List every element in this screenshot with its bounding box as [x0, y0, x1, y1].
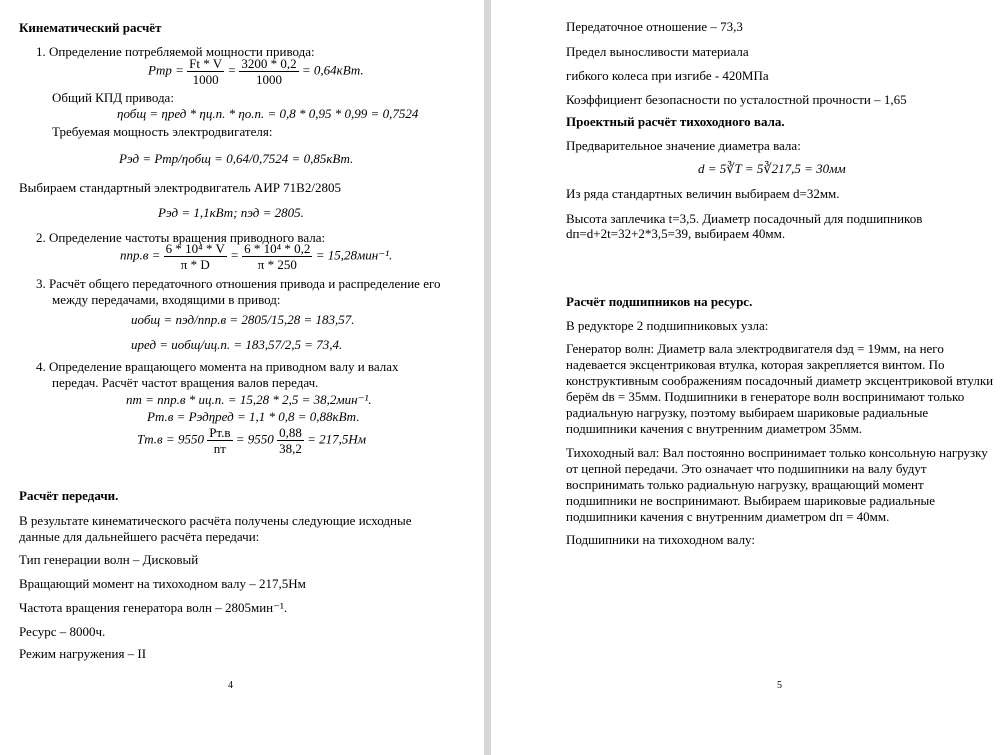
- item-3-title-cont: между передачами, входящими в привод:: [52, 292, 281, 307]
- generator-para-line: радиальную нагрузку, поэтому выбираем шариковые радиальные: [566, 405, 929, 420]
- item-1-title: 1. Определение потребляемой мощности привода:: [36, 44, 315, 59]
- endurance-line-1: Предел выносливости материала: [566, 44, 749, 59]
- formula-reducer-ratio: uред = uобщ/uц.п. = 183,57/2,5 = 73,4.: [131, 337, 343, 352]
- shoulder-line-1: Высота заплечика t=3,5. Диаметр посадочный для подшипников: [566, 211, 923, 226]
- formula-required-power: Pтр = $\frac{Ft * V}{1000}$ = $\frac{3200 * 0,2}{1000}$ = 0,64кВт.: [148, 56, 364, 87]
- document-page-4: [0, 0, 484, 755]
- page-number: 4: [228, 680, 233, 691]
- heading-transmission-calc: Расчёт передачи.: [19, 488, 119, 503]
- generator-para-line: Генератор волн: Диаметр вала электродвигателя dэд = 19мм, на него: [566, 341, 944, 356]
- formula-kpd: ηобщ = ηред * ηц.п. * ηо.п. = 0,8 * 0,95 * 0,99 = 0,7524: [117, 106, 419, 121]
- page-number: 5: [777, 680, 782, 691]
- standard-choice: Из ряда стандартных величин выбираем d=32мм.: [566, 186, 840, 201]
- formula-output-power: Pт.в = Pэдηред = 1,1 * 0,8 = 0,88кВт.: [147, 409, 360, 424]
- generator-para-line: конструктивным соображениям посадочный диаметр эксцентриковой втулки: [566, 373, 994, 388]
- param-frequency: Частота вращения генератора волн – 2805мин⁻¹.: [19, 600, 288, 615]
- bearing-units: В редукторе 2 подшипниковых узла:: [566, 318, 769, 333]
- prelim-diameter-label: Предварительное значение диаметра вала:: [566, 138, 801, 153]
- ratio-line: Передаточное отношение – 73,3: [566, 19, 743, 34]
- document-page-5: [491, 0, 1000, 755]
- generator-para-line: надевается эксцентриковая втулка, которая закрепляется винтом. По: [566, 357, 945, 372]
- item-3-title: 3. Расчёт общего передаточного отношения привода и распределение его: [36, 276, 441, 291]
- required-power-label: Требуемая мощность электродвигателя:: [52, 124, 273, 139]
- endurance-line-2: гибкого колеса при изгибе - 420МПа: [566, 68, 769, 83]
- kpd-label: Общий КПД привода:: [52, 90, 174, 105]
- formula-total-ratio: uобщ = nэд/nпр.в = 2805/15,28 = 183,57.: [131, 312, 355, 327]
- intro-line-1: В результате кинематического расчёта получены следующие исходные: [19, 513, 412, 528]
- param-resource: Ресурс – 8000ч.: [19, 624, 106, 639]
- intro-line-2: данные для дальнейшего расчёта передачи:: [19, 529, 260, 544]
- item-4-title: 4. Определение вращающего момента на приводном валу и валах: [36, 359, 399, 374]
- slow-shaft-bearings-label: Подшипники на тихоходном валу:: [566, 532, 755, 547]
- generator-para-line: подшипники качения с внутренним диаметром 35мм.: [566, 421, 863, 436]
- slow-shaft-para-line: от цепной передачи. Это означает что подшипники на валу будут: [566, 461, 927, 476]
- slow-shaft-para-line: подшипники не воспринимают. Выбираем шариковые радиальные: [566, 493, 936, 508]
- formula-drive-shaft-speed: nпр.в = $\frac{\text{6 * 10⁴ * V}}{\pi * D}$ = $\frac{\text{6 * 10⁴ * 0,2}}{\pi * 250}$ = 15,28мин⁻¹.: [120, 241, 393, 272]
- formula-output-torque: Tт.в = 9550 $\frac{Pт.в}{nт}$ = 9550 $\frac{0,88}{38,2}$ = 217,5Нм: [137, 425, 367, 456]
- item-4-title-cont: передач. Расчёт частот вращения валов передач.: [52, 375, 319, 390]
- heading-kinematic-calc: Кинематический расчёт: [19, 20, 162, 35]
- generator-para-line: берём dв = 35мм. Подшипники в генераторе волн воспринимают только: [566, 389, 965, 404]
- formula-shaft-diameter: d = 5∛T = 5∛217,5 = 30мм: [698, 161, 846, 176]
- safety-factor-line: Коэффициент безопасности по усталостной прочности – 1,65: [566, 92, 907, 107]
- formula-motor-power: Pэд = Pтр/ηобщ = 0,64/0,7524 = 0,85кВт.: [119, 151, 354, 166]
- heading-slow-shaft: Проектный расчёт тихоходного вала.: [566, 114, 785, 129]
- slow-shaft-para-line: Тихоходный вал: Вал постоянно воспринимает только консольную нагрузку: [566, 445, 988, 460]
- heading-bearings: Расчёт подшипников на ресурс.: [566, 294, 753, 309]
- item-2-title: 2. Определение частоты вращения приводного вала:: [36, 230, 326, 245]
- param-load-mode: Режим нагружения – II: [19, 646, 147, 661]
- formula-output-speed: nт = nпр.в * uц.п. = 15,28 * 2,5 = 38,2мин⁻¹.: [126, 392, 372, 407]
- motor-params: Pэд = 1,1кВт; nэд = 2805.: [158, 205, 304, 220]
- slow-shaft-para-line: воспринимать только радиальную нагрузку, вращающий момент: [566, 477, 924, 492]
- shoulder-line-2: dп=d+2t=32+2*3,5=39, выбираем 40мм.: [566, 226, 786, 241]
- slow-shaft-para-line: подшипники качения с внутренним диаметром dп = 40мм.: [566, 509, 890, 524]
- param-torque: Вращающий момент на тихоходном валу – 217,5Нм: [19, 576, 306, 591]
- motor-choice: Выбираем стандартный электродвигатель АИР 71В2/2805: [19, 180, 341, 195]
- param-generation-type: Тип генерации волн – Дисковый: [19, 552, 199, 567]
